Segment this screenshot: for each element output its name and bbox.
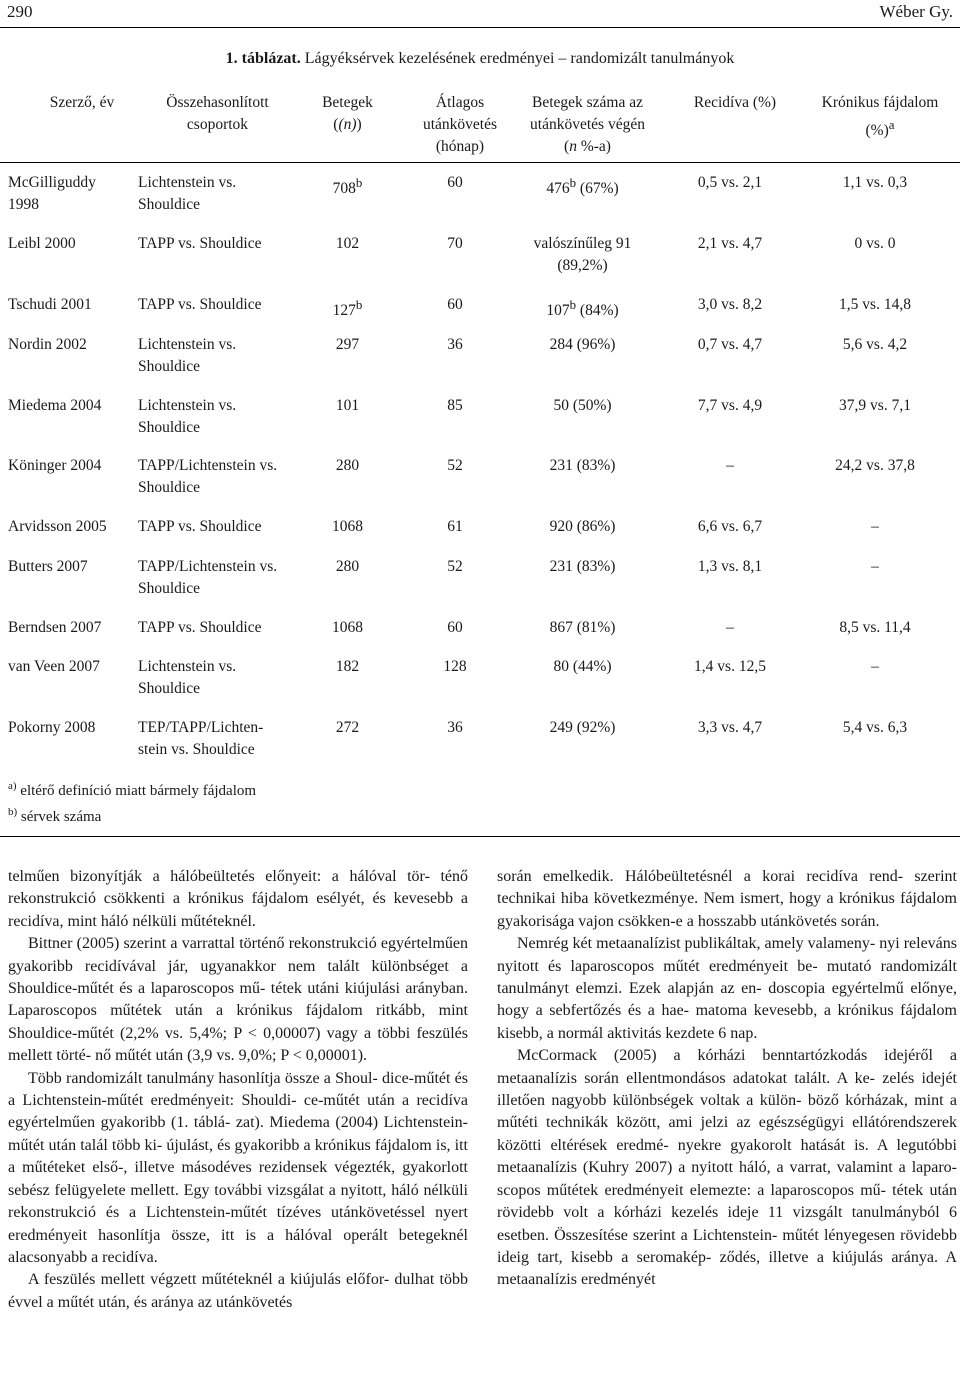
- cell-recurrence: 3,3 vs. 4,7: [697, 719, 763, 736]
- col-header-groups: Összehasonlított csoportok: [166, 94, 269, 133]
- cell-patients: 182: [335, 658, 360, 675]
- cell-followup: 60: [447, 174, 463, 191]
- cell-chronic-pain: 37,9 vs. 7,1: [839, 397, 911, 414]
- cell-recurrence: 6,6 vs. 6,7: [697, 518, 763, 535]
- cell-patients: 127$^b$: [332, 297, 363, 320]
- cell-chronic-pain: –: [871, 558, 879, 575]
- cell-chronic-pain: –: [871, 518, 879, 535]
- cell-patients: 272: [335, 719, 360, 736]
- cell-chronic-pain: –: [871, 658, 879, 675]
- cell-chronic-pain: 0 vs. 0: [854, 235, 896, 252]
- cell-groups: TAPP vs. Shouldice: [138, 518, 262, 535]
- cell-followup-end: 231 (83%): [549, 457, 616, 474]
- cell-author: Pokorny 2008: [8, 719, 96, 736]
- paragraph: McCormack (2005) a kórházi benntartózkodás idejéről a metaanalízis során ellentmondásos adatokat talált. A ke- zelés idejét illetően nagyobb különbségek voltak a külön- böző kórházak, mint a műtéti technikák között, ami jelzi az egészségügyi ellátórendszerek közötti eltérések eredmé- nyekre gyakorolt hatását is. A legutóbbi metaanalízis (Kuhry 2007) a nyitott háló, a varrat, valamint a laparo- scopos műtétek eredményeit elemezte: a laparoscopos mű- tétek után rövidebb volt a kórházi kezelés ideje 11 vizsgált tanulmányból 6 esetben. Összesítése szerint a Lichtenstein- műtét lényegesen rövidebb ideig tart, kisebb a seromakép- ződés, illetve a kiújulás aránya. A metaanalízis eredményét: [497, 1047, 957, 1289]
- cell-groups: TAPP vs. Shouldice: [138, 619, 262, 636]
- cell-patients: 280: [335, 457, 360, 474]
- paragraph: A feszülés mellett végzett műtéteknél a kiújulás előfor- dulhat több évvel a műtét után, és aránya az utánkövetés: [8, 1271, 468, 1311]
- cell-chronic-pain: 5,6 vs. 4,2: [842, 336, 908, 353]
- cell-followup-end: 231 (83%): [549, 558, 616, 575]
- cell-chronic-pain: 1,1 vs. 0,3: [842, 174, 908, 191]
- cell-chronic-pain: 5,4 vs. 6,3: [842, 719, 908, 736]
- cell-followup-end: 867 (81%): [549, 619, 616, 636]
- cell-groups: Lichtenstein vs. Shouldice: [138, 658, 237, 697]
- cell-followup-end: 249 (92%): [549, 719, 616, 736]
- cell-followup: 70: [447, 235, 463, 252]
- cell-patients: 101: [335, 397, 360, 414]
- cell-groups: Lichtenstein vs. Shouldice: [138, 336, 237, 375]
- cell-author: Arvidsson 2005: [8, 518, 107, 535]
- cell-author: Berndsen 2007: [8, 619, 102, 636]
- cell-recurrence: –: [726, 457, 734, 474]
- cell-author: van Veen 2007: [8, 658, 100, 675]
- cell-recurrence: 0,5 vs. 2,1: [697, 174, 763, 191]
- cell-groups: TAPP vs. Shouldice: [138, 296, 262, 313]
- cell-recurrence: –: [726, 619, 734, 636]
- col-header-followup: Átlagos utánkövetés (hónap): [422, 94, 498, 155]
- cell-recurrence: 2,1 vs. 4,7: [697, 235, 763, 252]
- col-header-recurrence: Recidíva (%): [693, 94, 777, 111]
- paragraph: telműen bizonyítják a hálóbeültetés előnyeit: a hálóval tör- ténő rekonstrukció csökkenti a krónikus fájdalom esélyét, és kevesebb a recidíva, mint háló nélküli műtéteknél.: [8, 868, 468, 930]
- cell-patients: 1068: [332, 518, 363, 535]
- body-column-right: [497, 866, 957, 1292]
- cell-recurrence: 0,7 vs. 4,7: [697, 336, 763, 353]
- footnote-b: $^{b)}$ sérvek száma: [8, 806, 102, 825]
- table-caption: [0, 50, 960, 68]
- cell-chronic-pain: 24,2 vs. 37,8: [835, 457, 915, 474]
- cell-groups: TEP/TAPP/Lichten- stein vs. Shouldice: [138, 719, 264, 758]
- cell-followup: 36: [447, 336, 463, 353]
- page-number: 290: [7, 2, 33, 21]
- cell-patients: 102: [335, 235, 360, 252]
- cell-groups: Lichtenstein vs. Shouldice: [138, 397, 237, 436]
- cell-followup-end: valószínűleg 91 (89,2%): [533, 235, 632, 274]
- paragraph: során emelkedik. Hálóbeültetésnél a korai recidíva rend- szerint technikai hiba következménye. Nem ismert, hogy a krónikus fájdalom gyakorisága vajon csökken-e a hosszabb utánkövetés során.: [497, 868, 957, 930]
- cell-patients: 1068: [332, 619, 363, 636]
- cell-chronic-pain: 8,5 vs. 11,4: [839, 619, 911, 636]
- cell-followup-end: 284 (96%): [549, 336, 616, 353]
- cell-author: Butters 2007: [8, 558, 88, 575]
- cell-followup-end: 50 (50%): [553, 397, 612, 414]
- cell-followup: 85: [447, 397, 463, 414]
- cell-recurrence: 3,0 vs. 8,2: [697, 296, 763, 313]
- table-caption-text: Lágyéksérvek kezelésének eredményei – randomizált tanulmányok: [304, 50, 735, 67]
- cell-groups: TAPP/Lichtenstein vs. Shouldice: [138, 457, 278, 496]
- header-rule: [0, 27, 960, 28]
- cell-author: McGilliguddy 1998: [8, 174, 96, 213]
- cell-followup: 61: [447, 518, 463, 535]
- running-author: Wéber Gy.: [879, 2, 953, 21]
- cell-followup: 36: [447, 719, 463, 736]
- cell-followup-end: 476$^b$ (67%): [546, 175, 619, 198]
- body-column-left: [8, 866, 468, 1314]
- table-header-rule: [0, 162, 960, 163]
- paragraph: Több randomizált tanulmány hasonlítja össze a Shoul- dice-műtét és a Lichtenstein-műtét eredményeit: Shouldi- ce-műtét után a recidíva egyértelműen gyakoribb (1. táblá- zat). Miedema (2004) Lichtenstein-műtét után talál több ki- újulást, és gyakoribb a krónikus fájdalom is, itt a műtéteket első-, illetve másodéves rezidensek végezték, gyakorlott sebész felügyelete mellett. Egy további vizsgálat a nyitott, háló nélküli rekonstrukció és a Lichtenstein-műtét tízéves utánkövetéssel nyert eredményeit hasonlítja össze, itt is a hálóval operált betegeknél alacsonyabb a recidíva.: [8, 1069, 468, 1266]
- cell-followup: 52: [447, 457, 463, 474]
- cell-author: Miedema 2004: [8, 397, 102, 414]
- col-header-pain: Krónikus fájdalom (%)$^a$: [821, 94, 939, 140]
- cell-patients: 280: [335, 558, 360, 575]
- cell-author: Leibl 2000: [8, 235, 76, 252]
- cell-followup-end: 80 (44%): [553, 658, 612, 675]
- cell-author: Nordin 2002: [8, 336, 87, 353]
- cell-groups: TAPP vs. Shouldice: [138, 235, 262, 252]
- cell-followup: 52: [447, 558, 463, 575]
- cell-followup-end: 920 (86%): [549, 518, 616, 535]
- col-header-patients: Betegek ((n)): [322, 94, 373, 133]
- cell-chronic-pain: 1,5 vs. 14,8: [839, 296, 911, 313]
- cell-patients: 708$^b$: [332, 175, 363, 198]
- paragraph: Nemrég két metaanalízist publikáltak, amely valameny- nyi releváns nyitott és laparoscopos műtét eredményeit be- mutató randomizált tanulmányt elemzi. Ezek alapján az en- doscopia egyértelmű előnye, hogy a sebfertőzés és a hae- matoma kevesebb, a krónikus fájdalom kisebb, a normál aktivitás kezdete 6 nap.: [497, 935, 957, 1042]
- cell-groups: TAPP/Lichtenstein vs. Shouldice: [138, 558, 278, 597]
- cell-followup: 60: [447, 619, 463, 636]
- cell-groups: Lichtenstein vs. Shouldice: [138, 174, 237, 213]
- cell-recurrence: 7,7 vs. 4,9: [697, 397, 763, 414]
- footnote-a: $^{a)}$ eltérő definíció miatt bármely fájdalom: [8, 780, 257, 799]
- cell-followup: 60: [447, 296, 463, 313]
- cell-recurrence: 1,3 vs. 8,1: [697, 558, 763, 575]
- cell-recurrence: 1,4 vs. 12,5: [694, 658, 766, 675]
- table-caption-label: 1. táblázat.: [225, 50, 301, 67]
- table-bottom-rule: [0, 836, 960, 837]
- paragraph: Bittner (2005) szerint a varrattal történő rekonstrukció egyértelműen gyakoribb recidívával jár, ugyanakkor nem talált különbséget a Shouldice-műtét és a laparoscopos mű- tétek utáni kiújulási arányban. Laparoscopos műtétek után a krónikus fájdalom ritkább, mint Shouldice-műtét (2,2% vs. 5,4%; P < 0,00007) vagy a többi feszülés mellett törté- nő műtét után (3,9 vs. 9,0%; P < 0,00001).: [8, 935, 468, 1065]
- cell-patients: 297: [335, 336, 360, 353]
- cell-author: Tschudi 2001: [8, 296, 92, 313]
- cell-followup: 128: [443, 658, 467, 675]
- cell-followup-end: 107$^b$ (84%): [546, 297, 619, 320]
- col-header-followup-end: Betegek száma az utánkövetés végén (n %-a): [530, 94, 645, 155]
- col-header-author: Szerző, év: [49, 94, 115, 111]
- cell-author: Köninger 2004: [8, 457, 102, 474]
